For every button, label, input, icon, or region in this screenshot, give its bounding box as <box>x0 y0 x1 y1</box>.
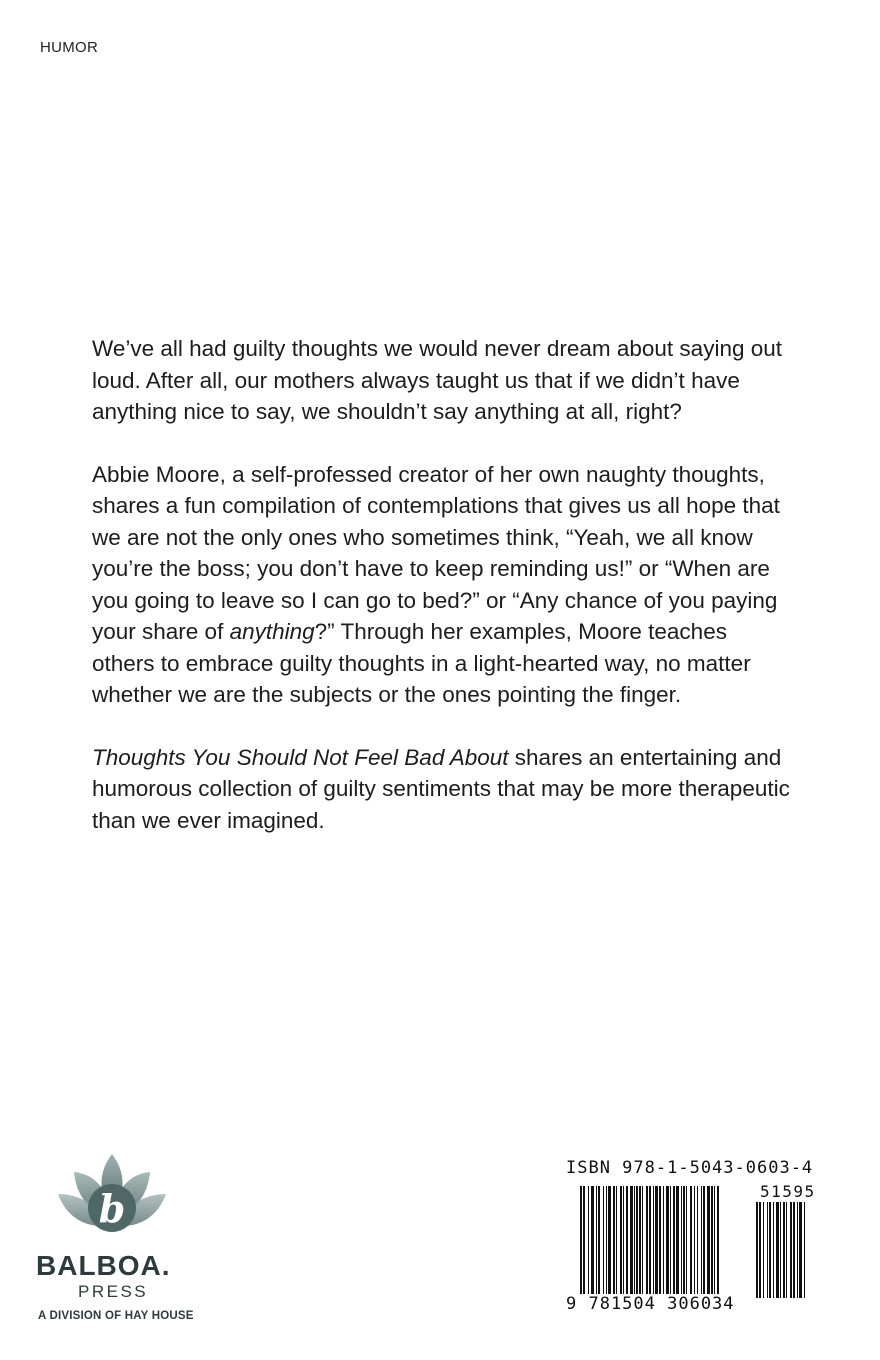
svg-text:b: b <box>98 1186 126 1231</box>
blurb-paragraph-1: We’ve all had guilty thoughts we would never dream about saying out loud. After all, our mothers always taught us that if we didn’t have anything nice to say, we shouldn’t say anything at all, right? <box>92 336 782 424</box>
blurb-p2-tail: ?” Through her examples, Moore teaches others to embrace guilty thoughts in a light-hearted way, no matter whether we are the subjects or the ones pointing the finger. <box>92 619 751 707</box>
category-label: HUMOR <box>40 39 99 56</box>
book-title-italic: Thoughts You Should Not Feel Bad About <box>92 744 509 770</box>
publisher-brand <box>36 1250 186 1282</box>
publisher-sub: PRESS <box>78 1282 149 1301</box>
isbn-barcode <box>560 1158 840 1328</box>
blurb-p3-tail: shares an entertaining and humorous collection of guilty sentiments that may be more therapeutic than we ever imagined. <box>92 744 790 833</box>
blurb-paragraph-2 <box>92 459 792 711</box>
publisher-brand-text: BALBOA <box>36 1250 162 1281</box>
lotus-b-icon <box>52 1150 172 1250</box>
publisher-division: A DIVISION OF HAY HOUSE <box>38 1310 194 1322</box>
blurb-p2-text: Abbie Moore, a self-professed creator of her own naughty thoughts, shares a fun compilation of contemplations that gives us all hope that we are not the only ones who sometimes think, “Yeah, we all know you’re the boss; you don’t have to keep reminding us!” or “When are you going to leave so I can go to bed?” or “Any chance of you paying your share of <box>92 461 780 644</box>
publisher-logo <box>36 1150 196 1330</box>
ean-barcode-bars <box>580 1186 748 1298</box>
blurb-paragraph-3 <box>92 742 792 837</box>
ean-digits: 9 781504 306034 <box>566 1294 735 1314</box>
blurb-p2-italic: anything <box>229 619 315 644</box>
isbn-number: ISBN 978-1-5043-0603-4 <box>566 1158 814 1178</box>
publisher-brand-dot: . <box>161 1250 171 1281</box>
back-cover-blurb <box>92 333 792 867</box>
price-code: 51595 <box>760 1182 816 1201</box>
addon-barcode-bars <box>756 1202 836 1298</box>
